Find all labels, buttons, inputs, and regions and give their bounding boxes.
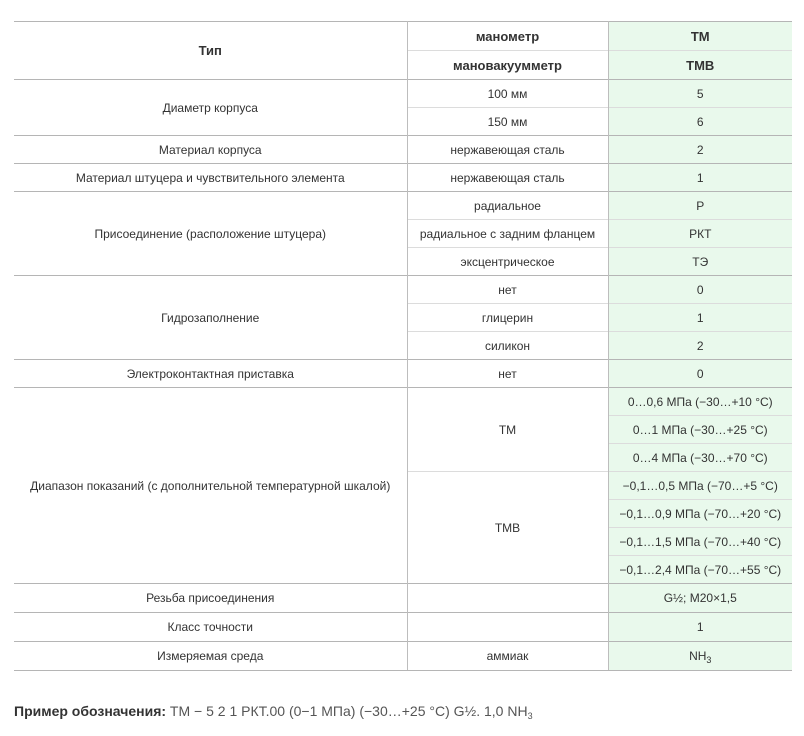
thread-option bbox=[407, 584, 608, 613]
type-header: Тип bbox=[14, 22, 407, 80]
range-type-tm: ТМ bbox=[407, 388, 608, 472]
example-value-subscript: 3 bbox=[527, 711, 533, 721]
accuracy-label: Класс точности bbox=[14, 613, 407, 642]
hydrofill-option: глицерин bbox=[407, 304, 608, 332]
hydrofill-option: нет bbox=[407, 276, 608, 304]
electrocontact-label: Электроконтактная приставка bbox=[14, 360, 407, 388]
example-value bbox=[170, 703, 533, 719]
connection-option: эксцентрическое bbox=[407, 248, 608, 276]
diameter-option: 100 мм bbox=[407, 80, 608, 108]
connection-code: Р bbox=[608, 192, 792, 220]
designation-example bbox=[14, 703, 533, 719]
hydrofill-code: 0 bbox=[608, 276, 792, 304]
connection-label: Присоединение (расположение штуцера) bbox=[14, 192, 407, 276]
range-value: −0,1…2,4 МПа (−70…+55 °C) bbox=[608, 556, 792, 584]
type-manovacuummeter: мановакуумметр bbox=[407, 51, 608, 80]
body-material-code: 2 bbox=[608, 136, 792, 164]
fitting-material-option: нержавеющая сталь bbox=[407, 164, 608, 192]
body-material-label: Материал корпуса bbox=[14, 136, 407, 164]
example-label: Пример обозначения: bbox=[14, 703, 167, 719]
example-value-main: ТМ − 5 2 1 РКТ.00 (0−1 МПа) (−30…+25 °C) G½. 1,0 NH bbox=[169, 703, 528, 719]
code-tmv: ТМВ bbox=[608, 51, 792, 80]
thread-label: Резьба присоединения bbox=[14, 584, 407, 613]
accuracy-code: 1 bbox=[608, 613, 792, 642]
hydrofill-code: 2 bbox=[608, 332, 792, 360]
medium-label: Измеряемая среда bbox=[14, 642, 407, 671]
medium-option: аммиак bbox=[407, 642, 608, 671]
fitting-material-code: 1 bbox=[608, 164, 792, 192]
range-value: 0…1 МПа (−30…+25 °C) bbox=[608, 416, 792, 444]
thread-code: G½; М20×1,5 bbox=[608, 584, 792, 613]
electrocontact-code: 0 bbox=[608, 360, 792, 388]
range-value: 0…0,6 МПа (−30…+10 °C) bbox=[608, 388, 792, 416]
diameter-code: 5 bbox=[608, 80, 792, 108]
medium-code-subscript: 3 bbox=[706, 655, 712, 665]
connection-option: радиальное bbox=[407, 192, 608, 220]
range-value: −0,1…0,5 МПа (−70…+5 °C) bbox=[608, 472, 792, 500]
range-label: Диапазон показаний (с дополнительной температурной шкалой) bbox=[14, 388, 407, 584]
body-material-option: нержавеющая сталь bbox=[407, 136, 608, 164]
medium-code bbox=[608, 642, 792, 671]
diameter-option: 150 мм bbox=[407, 108, 608, 136]
range-type-tmv: ТМВ bbox=[407, 472, 608, 584]
range-value: −0,1…1,5 МПа (−70…+40 °C) bbox=[608, 528, 792, 556]
fitting-material-label: Материал штуцера и чувствительного элемента bbox=[14, 164, 407, 192]
accuracy-option bbox=[407, 613, 608, 642]
connection-option: радиальное с задним фланцем bbox=[407, 220, 608, 248]
diameter-code: 6 bbox=[608, 108, 792, 136]
connection-code: РКТ bbox=[608, 220, 792, 248]
medium-code-main: NH bbox=[689, 649, 707, 663]
range-value: −0,1…0,9 МПа (−70…+20 °C) bbox=[608, 500, 792, 528]
hydrofill-option: силикон bbox=[407, 332, 608, 360]
hydrofill-label: Гидрозаполнение bbox=[14, 276, 407, 360]
hydrofill-code: 1 bbox=[608, 304, 792, 332]
range-value: 0…4 МПа (−30…+70 °C) bbox=[608, 444, 792, 472]
type-manometer: манометр bbox=[407, 22, 608, 51]
code-tm: ТМ bbox=[608, 22, 792, 51]
diameter-label: Диаметр корпуса bbox=[14, 80, 407, 136]
connection-code: ТЭ bbox=[608, 248, 792, 276]
electrocontact-option: нет bbox=[407, 360, 608, 388]
specification-table bbox=[14, 21, 792, 671]
